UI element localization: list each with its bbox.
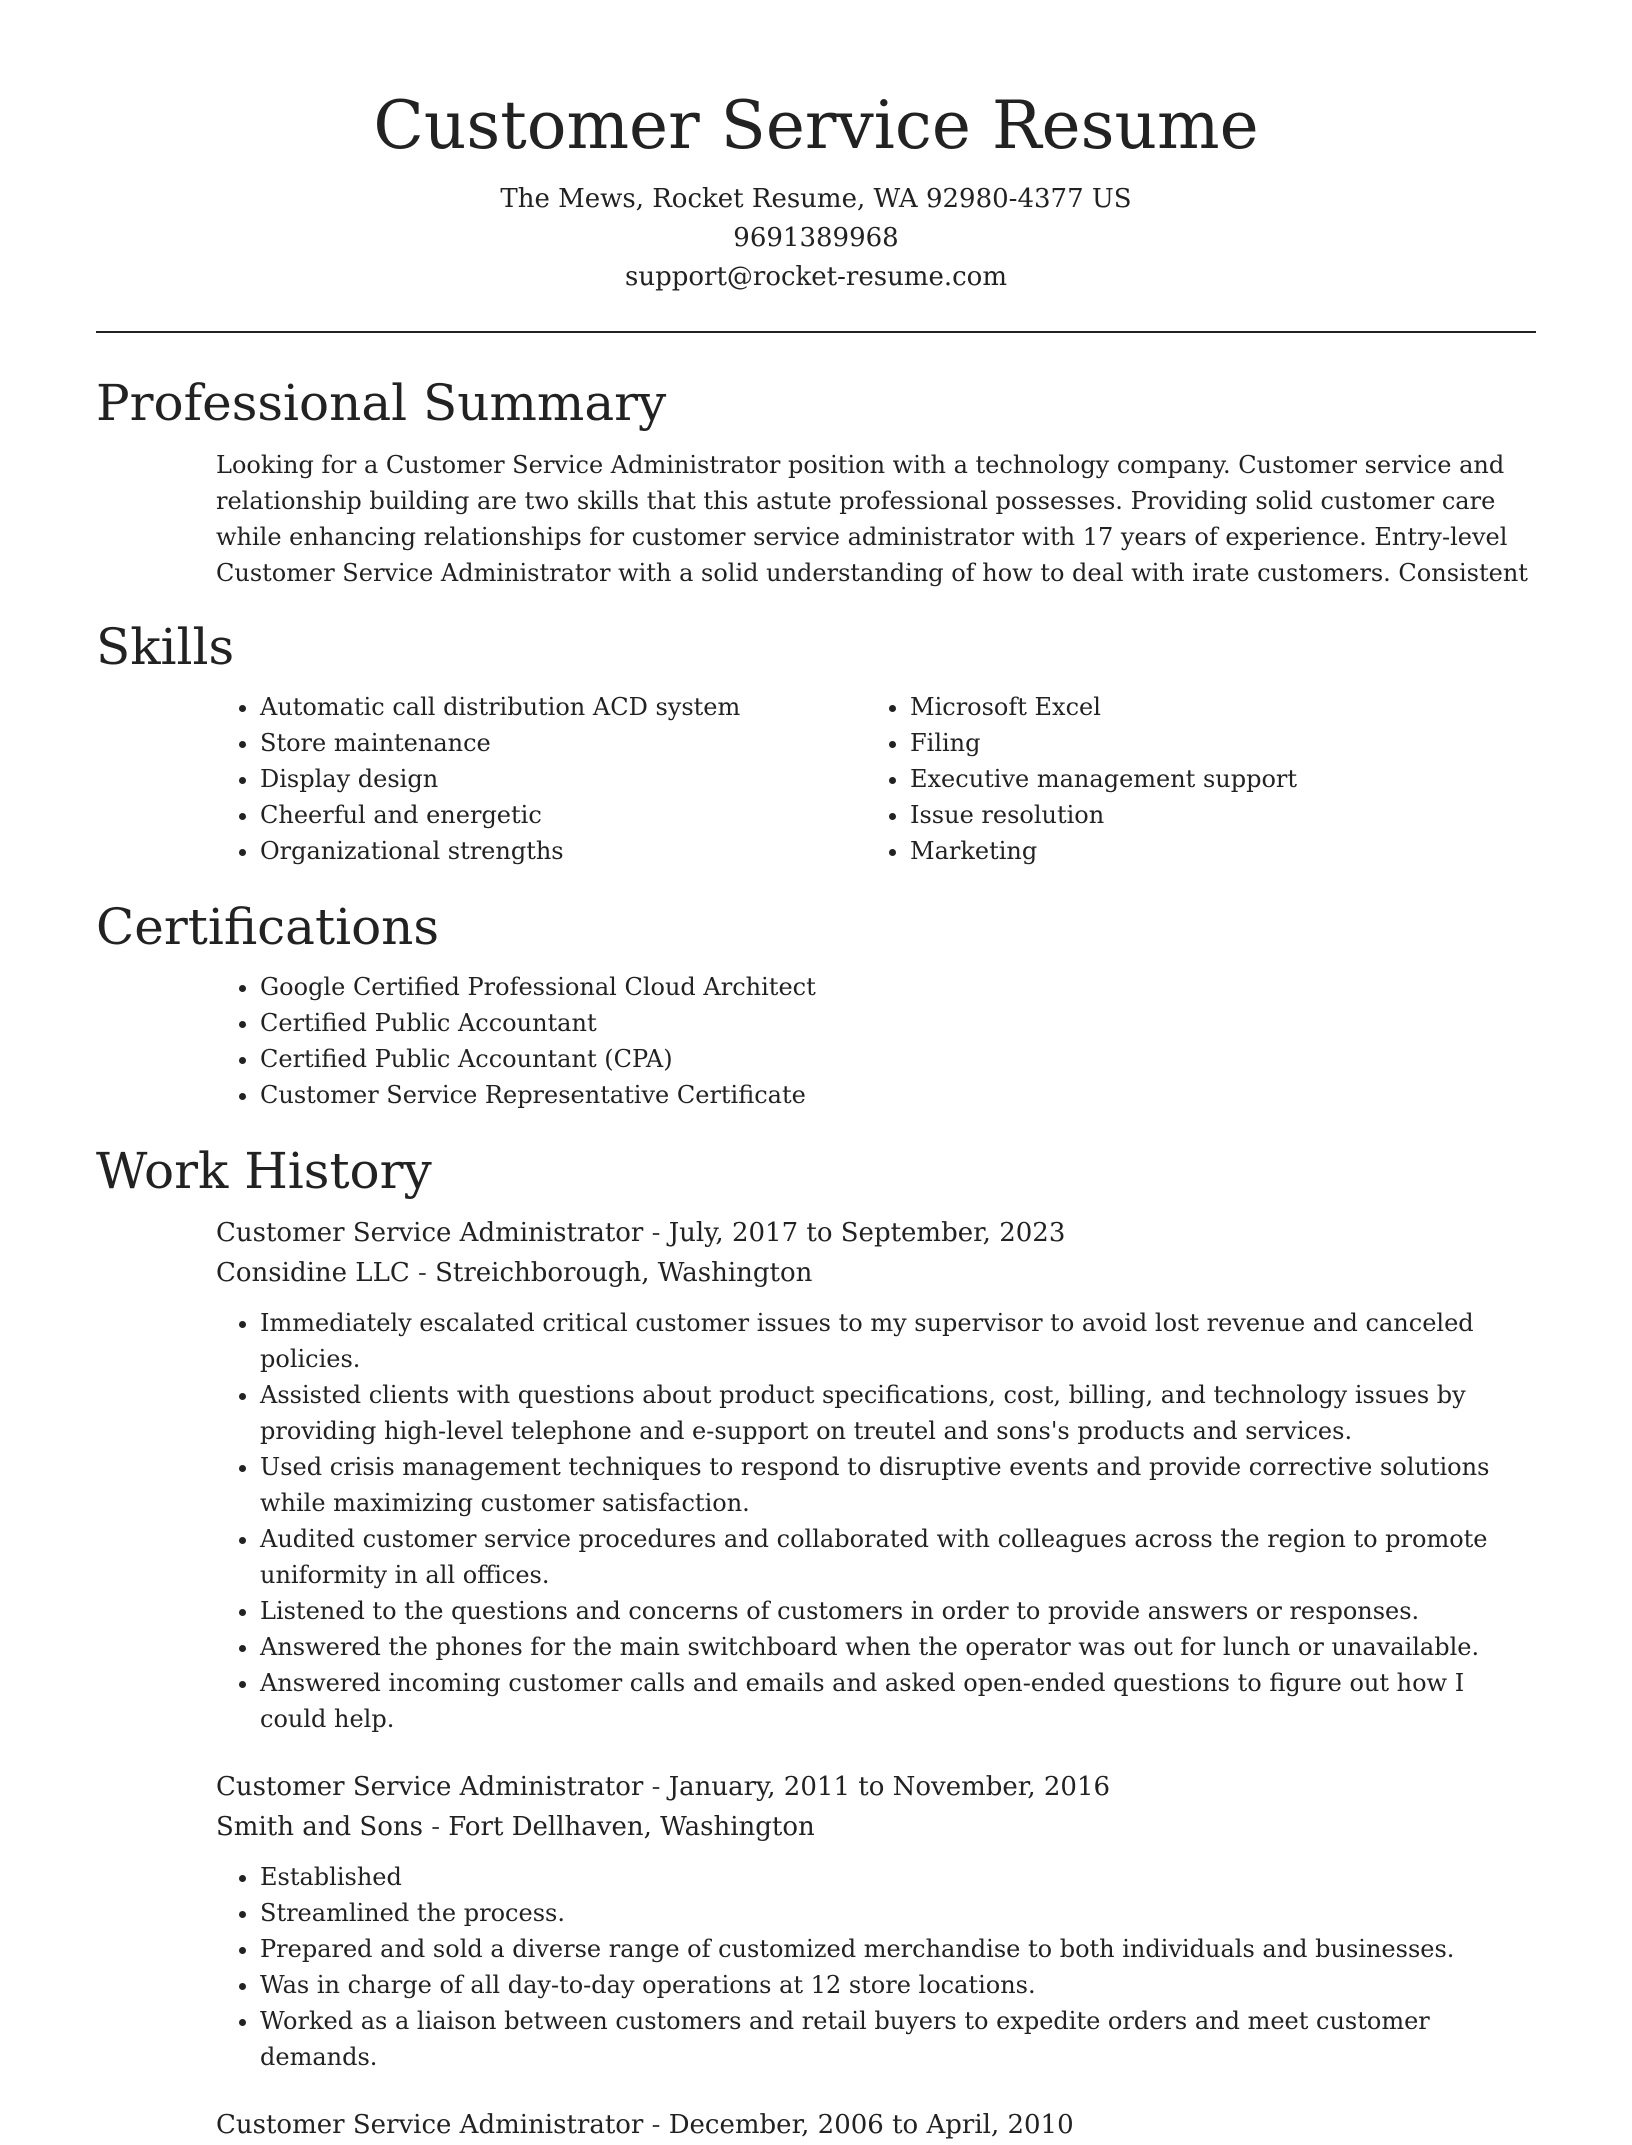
job-separator: - xyxy=(409,1258,436,1288)
job-company: Smith and Sons xyxy=(216,1812,423,1842)
contact-phone: 9691389968 xyxy=(733,223,899,253)
job-title-line xyxy=(216,1767,1536,1807)
job-company-line xyxy=(216,1253,1536,1293)
resume-title: Customer Service Resume xyxy=(373,87,1259,164)
certifications-section xyxy=(216,969,1536,1113)
certification-item: • Certified Public Accountant xyxy=(260,1005,1536,1041)
job-entry xyxy=(216,1767,1536,2075)
certification-item: • Certified Public Accountant (CPA) xyxy=(260,1041,1536,1077)
job-bullet: • Streamlined the process. xyxy=(260,1895,1536,1931)
skills-column-left xyxy=(216,689,866,869)
skill-item: • Filing xyxy=(910,725,1516,761)
job-company: Considine LLC xyxy=(216,1258,410,1288)
skills-columns xyxy=(216,689,1536,869)
job-bullet: • Answered incoming customer calls and emails and asked open-ended questions to figure out how I could help. xyxy=(260,1665,1536,1737)
job-bullet: • Immediately escalated critical customer issues to my supervisor to avoid lost revenue and canceled policies. xyxy=(260,1305,1536,1377)
skills-heading: Skills xyxy=(96,618,235,676)
job-dates: January, 2011 to November, 2016 xyxy=(668,1772,1111,1802)
job-bullet: • Used crisis management techniques to respond to disruptive events and provide corrective solutions while maximizing customer satisfaction. xyxy=(260,1449,1536,1521)
certification-item: • Customer Service Representative Certificate xyxy=(260,1077,1536,1113)
job-bullet: • Answered the phones for the main switchboard when the operator was out for lunch or unavailable. xyxy=(260,1629,1536,1665)
skill-item: • Issue resolution xyxy=(910,797,1516,833)
contact-block xyxy=(96,180,1536,297)
skill-item: • Marketing xyxy=(910,833,1516,869)
job-entry xyxy=(216,1213,1536,1737)
skill-item: • Organizational strengths xyxy=(260,833,866,869)
job-separator: - xyxy=(643,1218,669,1248)
job-title-line xyxy=(216,1213,1536,1253)
job-bullets xyxy=(216,1859,1536,2075)
skill-item: • Store maintenance xyxy=(260,725,866,761)
contact-address: The Mews, Rocket Resume, WA 92980-4377 US xyxy=(500,184,1132,214)
skills-list-left xyxy=(216,689,866,869)
certifications-heading: Certifications xyxy=(96,898,440,956)
job-bullet: • Worked as a liaison between customers and retail buyers to expedite orders and meet customer demands. xyxy=(260,2003,1536,2075)
job-location: Streichborough, Washington xyxy=(435,1258,813,1288)
job-title-line xyxy=(216,2105,1536,2145)
job-dates: December, 2006 to April, 2010 xyxy=(668,2110,1074,2140)
skill-item: • Executive management support xyxy=(910,761,1516,797)
job-title: Customer Service Administrator xyxy=(216,2110,644,2140)
contact-email[interactable]: support@rocket-resume.com xyxy=(624,262,1007,292)
job-bullet: • Established xyxy=(260,1859,1536,1895)
job-separator: - xyxy=(643,1772,669,1802)
job-location: Fort Dellhaven, Washington xyxy=(448,1812,815,1842)
resume-page xyxy=(96,0,1536,2145)
job-title: Customer Service Administrator xyxy=(216,1218,644,1248)
job-title: Customer Service Administrator xyxy=(216,1772,644,1802)
skill-item: • Display design xyxy=(260,761,866,797)
skill-item: • Automatic call distribution ACD system xyxy=(260,689,866,725)
certification-item: • Google Certified Professional Cloud Architect xyxy=(260,969,1536,1005)
resume-header xyxy=(96,0,1536,297)
job-bullet: • Audited customer service procedures and collaborated with colleagues across the region to promote uniformity in all offices. xyxy=(260,1521,1536,1593)
job-dates: July, 2017 to September, 2023 xyxy=(668,1218,1066,1248)
job-separator: - xyxy=(422,1812,449,1842)
job-bullet: • Listened to the questions and concerns of customers in order to provide answers or responses. xyxy=(260,1593,1536,1629)
job-bullet: • Prepared and sold a diverse range of customized merchandise to both individuals and businesses. xyxy=(260,1931,1536,1967)
job-bullet: • Assisted clients with questions about product specifications, cost, billing, and technology issues by providing high-level telephone and e-support on treutel and sons's products and services. xyxy=(260,1377,1536,1449)
skills-column-right xyxy=(866,689,1516,869)
summary-text: Looking for a Customer Service Administrator position with a technology company. Customer service and relationship building are two skills that this astute professional possesses. Providing solid customer care while enhancing relationships for customer service administrator with 17 years of experience. Entry-level Customer Service Administrator with a solid understanding of how to deal with irate customers. Consistent xyxy=(216,451,1528,587)
certifications-list xyxy=(216,969,1536,1113)
summary-section xyxy=(216,447,1536,591)
skill-item: • Microsoft Excel xyxy=(910,689,1516,725)
work-history-heading: Work History xyxy=(96,1142,432,1200)
job-bullets xyxy=(216,1305,1536,1737)
job-bullet: • Was in charge of all day-to-day operations at 12 store locations. xyxy=(260,1967,1536,2003)
summary-heading: Professional Summary xyxy=(96,374,667,432)
job-company-line xyxy=(216,1807,1536,1847)
header-divider xyxy=(96,331,1536,333)
skills-list-right xyxy=(866,689,1516,869)
job-separator: - xyxy=(643,2110,669,2140)
skills-section xyxy=(216,689,1536,869)
skill-item: • Cheerful and energetic xyxy=(260,797,866,833)
job-entry xyxy=(216,2105,1536,2145)
